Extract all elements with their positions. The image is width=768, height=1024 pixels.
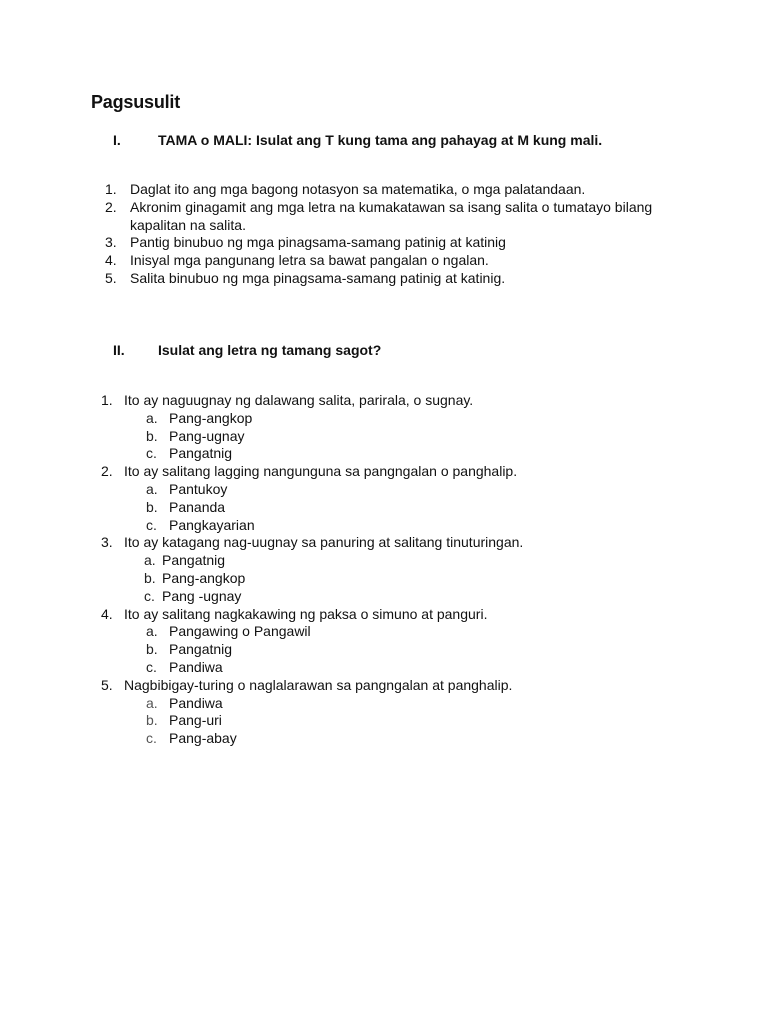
answer-option <box>101 552 661 570</box>
answer-option <box>101 641 661 659</box>
option-letter: a. <box>146 409 158 426</box>
option-text: Pangatnig <box>162 552 226 569</box>
answer-option <box>101 659 661 677</box>
item-text: Salita binubuo ng mga pinagsama-samang patinig at katinig. <box>130 269 506 286</box>
question <box>101 392 661 410</box>
option-text: Pang -ugnay <box>162 587 242 604</box>
option-letter: b. <box>146 641 158 658</box>
option-letter: a. <box>146 694 158 711</box>
option-text: Pangawing o Pangawil <box>169 623 311 640</box>
answer-option <box>101 712 661 730</box>
answer-options <box>101 695 661 748</box>
answer-options <box>101 552 661 605</box>
list-item <box>105 270 665 288</box>
option-text: Pangatnig <box>169 445 233 462</box>
option-letter: a. <box>146 623 158 640</box>
option-text: Pandiwa <box>169 694 223 711</box>
answer-option <box>101 588 661 606</box>
option-text: Pang-angkop <box>169 409 253 426</box>
item-text: Daglat ito ang mga bagong notasyon sa matematika, o mga palatandaan. <box>130 181 586 197</box>
question-text: Ito ay salitang nagkakawing ng paksa o simuno at panguri. <box>124 605 488 622</box>
question-text: Nagbibigay-turing o naglalarawan sa pangngalan at panghalip. <box>124 676 513 693</box>
answer-option <box>101 410 661 428</box>
answer-option <box>101 730 661 748</box>
question <box>101 606 661 624</box>
option-letter: c. <box>146 730 157 747</box>
section-1-instruction: TAMA o MALI: Isulat ang T kung tama ang pahayag at M kung mali. <box>158 132 603 148</box>
option-letter: b. <box>146 712 158 729</box>
section-1-heading <box>113 132 602 148</box>
option-text: Pangkayarian <box>169 516 255 533</box>
question <box>101 534 661 552</box>
option-text: Pandiwa <box>169 658 223 675</box>
item-number: 2. <box>105 198 117 215</box>
item-text: Pantig binubuo ng mga pinagsama-samang patinig at katinig <box>130 234 506 251</box>
list-item <box>105 181 665 199</box>
answer-option <box>101 570 661 588</box>
list-item <box>105 252 665 270</box>
question <box>101 677 661 695</box>
question-text: Ito ay katagang nag-uugnay sa panuring at salitang tinuturingan. <box>124 534 524 551</box>
option-letter: c. <box>146 658 157 675</box>
option-letter: c. <box>146 445 157 462</box>
section-2-heading <box>113 342 381 358</box>
page-title: Pagsusulit <box>91 92 181 112</box>
option-letter: b. <box>144 569 156 586</box>
item-number: 3. <box>105 234 117 251</box>
section-2-instruction: Isulat ang letra ng tamang sagot? <box>158 342 382 358</box>
true-false-list <box>105 181 665 288</box>
answer-option <box>101 481 661 499</box>
item-number: 4. <box>105 252 117 269</box>
answer-option <box>101 517 661 535</box>
answer-options <box>101 623 661 676</box>
option-text: Pang-abay <box>169 730 237 747</box>
section-2-number: II. <box>113 342 125 358</box>
list-item <box>105 234 665 252</box>
item-number: 5. <box>105 269 117 286</box>
option-text: Pang-uri <box>169 712 222 729</box>
question <box>101 463 661 481</box>
option-text: Pananda <box>169 498 226 515</box>
option-letter: a. <box>146 480 158 497</box>
item-number: 1. <box>105 181 117 197</box>
option-text: Pang-ugnay <box>169 427 245 444</box>
question-number: 5. <box>101 676 113 693</box>
question-number: 3. <box>101 534 113 551</box>
answer-options <box>101 481 661 534</box>
answer-option <box>101 695 661 713</box>
answer-option <box>101 499 661 517</box>
question-number: 2. <box>101 463 113 480</box>
question-text: Ito ay salitang lagging nangunguna sa pangngalan o panghalip. <box>124 463 518 480</box>
question-text: Ito ay naguugnay ng dalawang salita, parirala, o sugnay. <box>124 392 474 408</box>
answer-option <box>101 623 661 641</box>
item-text: Akronim ginagamit ang mga letra na kumakatawan sa isang salita o tumatayo bilang kapalitan na salita. <box>130 198 653 233</box>
question-number: 1. <box>101 392 113 408</box>
section-1-number: I. <box>113 132 121 148</box>
option-text: Pang-angkop <box>162 569 246 586</box>
option-letter: b. <box>146 427 158 444</box>
answer-options <box>101 410 661 463</box>
option-text: Pangatnig <box>169 641 233 658</box>
list-item <box>105 199 665 235</box>
option-letter: c. <box>146 516 157 533</box>
question-number: 4. <box>101 605 113 622</box>
option-letter: c. <box>144 587 155 604</box>
option-letter: a. <box>144 552 156 569</box>
item-text: Inisyal mga pangunang letra sa bawat pangalan o ngalan. <box>130 252 489 269</box>
multiple-choice-list <box>101 392 661 748</box>
answer-option <box>101 445 661 463</box>
option-text: Pantukoy <box>169 480 228 497</box>
answer-option <box>101 428 661 446</box>
option-letter: b. <box>146 498 158 515</box>
